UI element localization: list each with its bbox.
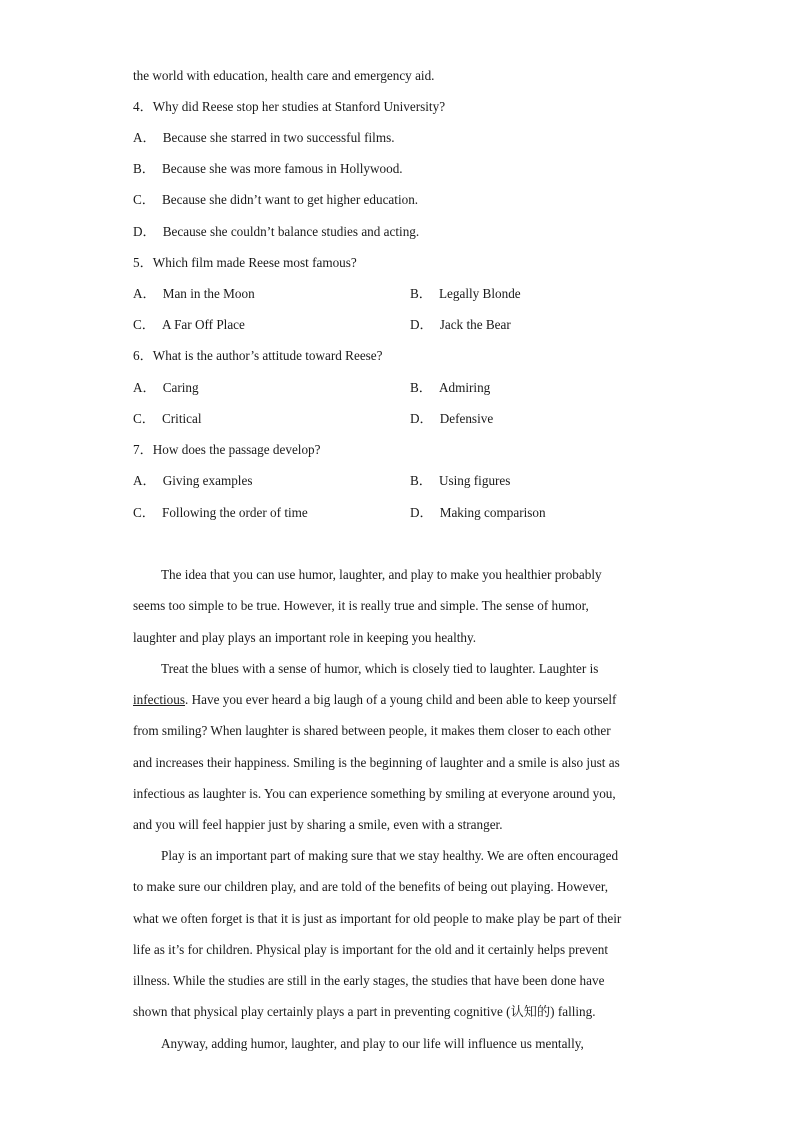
question-6-option-a xyxy=(133,380,199,396)
question-7-option-c xyxy=(133,505,308,521)
question-7-options-row-2 xyxy=(133,505,693,521)
question-6-options-row-1 xyxy=(133,380,693,396)
passage-p3-line-1: Play is an important part of making sure that we stay healthy. We are often encouraged xyxy=(161,848,619,863)
question-6-option-b xyxy=(410,380,490,396)
option-label: D． xyxy=(133,224,156,239)
question-7-option-b xyxy=(410,473,510,489)
option-label: C． xyxy=(133,505,155,520)
passage-p1-line-2: seems too simple to be true. However, it is really true and simple. The sense of humor, xyxy=(133,598,589,613)
option-text: Caring xyxy=(162,380,199,395)
question-5-option-c xyxy=(133,317,245,333)
option-text: Following the order of time xyxy=(161,505,308,520)
passage-p1-line-1: The idea that you can use humor, laughter, and play to make you healthier probably xyxy=(161,567,602,582)
option-text: Because she was more famous in Hollywood. xyxy=(161,161,403,176)
question-5-option-b xyxy=(410,286,521,302)
option-label: C． xyxy=(133,192,155,207)
option-label: D． xyxy=(410,317,433,332)
option-text: Jack the Bear xyxy=(439,317,511,332)
question-4-stem: 4．Why did Reese stop her studies at Stanford University? xyxy=(133,99,446,114)
passage-p2-line-5: infectious as laughter is. You can experience something by smiling at everyone around you, xyxy=(133,786,616,801)
passage-p1-line-3: laughter and play plays an important role in keeping you healthy. xyxy=(133,630,477,645)
option-text: Because she didn’t want to get higher education. xyxy=(161,192,419,207)
question-4-option-d xyxy=(133,224,419,240)
question-4-option-a xyxy=(133,130,395,146)
question-4-option-b xyxy=(133,161,403,177)
question-6-option-c xyxy=(133,411,202,427)
option-label: B． xyxy=(410,380,432,395)
option-text: Because she couldn’t balance studies and acting. xyxy=(162,224,420,239)
question-7-stem: 7．How does the passage develop? xyxy=(133,442,321,457)
option-label: B． xyxy=(410,286,432,301)
option-label: A． xyxy=(133,380,156,395)
option-label: A． xyxy=(133,473,156,488)
question-5-option-a xyxy=(133,286,255,302)
option-label: A． xyxy=(133,286,156,301)
passage-p2-line-2 xyxy=(133,692,616,708)
passage-p2-line-4: and increases their happiness. Smiling is the beginning of laughter and a smile is also just as xyxy=(133,755,620,770)
question-5-option-d xyxy=(410,317,511,333)
question-5-options-row-1 xyxy=(133,286,693,302)
option-text: A Far Off Place xyxy=(161,317,245,332)
option-text: Making comparison xyxy=(439,505,546,520)
question-5-stem: 5．Which film made Reese most famous? xyxy=(133,255,357,270)
passage-p3-line-5: illness. While the studies are still in the early stages, the studies that have been done have xyxy=(133,973,605,988)
passage-p2-line-3: from smiling? When laughter is shared between people, it makes them closer to each other xyxy=(133,723,611,738)
passage-p3-line-6: shown that physical play certainly plays a part in preventing cognitive (认知的) falling. xyxy=(133,1004,596,1019)
option-text: Defensive xyxy=(439,411,494,426)
question-5-options-row-2 xyxy=(133,317,693,333)
option-label: D． xyxy=(410,411,433,426)
question-6-stem: 6．What is the author’s attitude toward Reese? xyxy=(133,348,383,363)
option-label: B． xyxy=(410,473,432,488)
continued-text-line: the world with education, health care and emergency aid. xyxy=(133,68,435,83)
option-label: C． xyxy=(133,411,155,426)
passage-p2-line-1: Treat the blues with a sense of humor, which is closely tied to laughter. Laughter is xyxy=(161,661,599,676)
passage-p4-line-1: Anyway, adding humor, laughter, and play to our life will influence us mentally, xyxy=(161,1036,584,1051)
option-text: Critical xyxy=(161,411,202,426)
question-4-option-c xyxy=(133,192,418,208)
option-text: Giving examples xyxy=(162,473,253,488)
option-text: Admiring xyxy=(438,380,491,395)
option-text: Because she starred in two successful films. xyxy=(162,130,395,145)
option-text: Using figures xyxy=(438,473,511,488)
question-6-options-row-2 xyxy=(133,411,693,427)
option-label: D． xyxy=(410,505,433,520)
question-7-option-a xyxy=(133,473,252,489)
question-6-option-d xyxy=(410,411,493,427)
passage-p2-line-6: and you will feel happier just by sharing a smile, even with a stranger. xyxy=(133,817,503,832)
option-text: Legally Blonde xyxy=(438,286,521,301)
option-label: C． xyxy=(133,317,155,332)
passage-p2-line-2-rest: . Have you ever heard a big laugh of a young child and been able to keep yourself xyxy=(185,692,617,707)
option-label: B． xyxy=(133,161,155,176)
question-7-options-row-1 xyxy=(133,473,693,489)
passage-p3-line-3: what we often forget is that it is just as important for old people to make play be part of their xyxy=(133,911,622,926)
question-7-option-d xyxy=(410,505,546,521)
passage-p3-line-4: life as it’s for children. Physical play is important for the old and it certainly helps prevent xyxy=(133,942,608,957)
passage-p3-line-2: to make sure our children play, and are told of the benefits of being out playing. However, xyxy=(133,879,609,894)
option-text: Man in the Moon xyxy=(162,286,255,301)
option-label: A． xyxy=(133,130,156,145)
underlined-word-infectious: infectious xyxy=(133,692,186,707)
